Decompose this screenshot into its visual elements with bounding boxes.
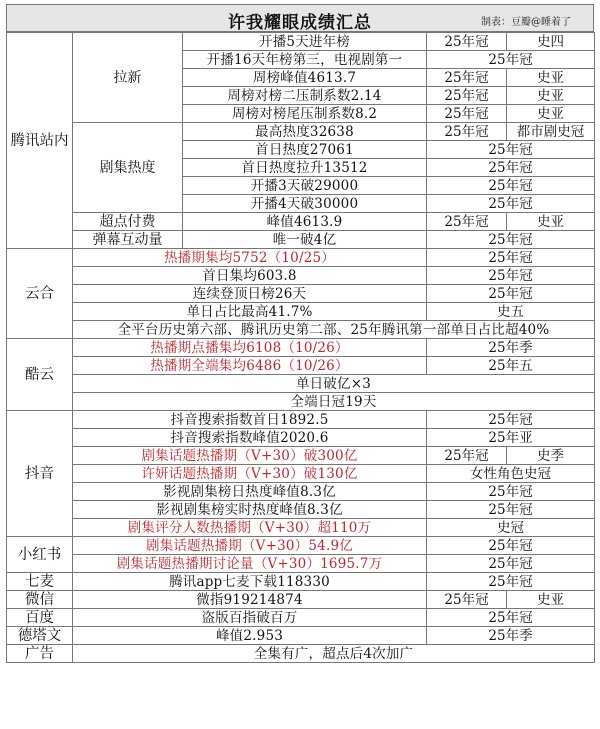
item-cell: 盗版百指破百万 <box>73 609 427 627</box>
section-label-xiaohongshu: 小红书 <box>7 537 73 573</box>
table-row <box>7 213 595 231</box>
item-cell: 微指919214874 <box>73 591 427 609</box>
item-cell: 唯一破4亿 <box>183 231 427 249</box>
item-cell: 开播5天进年榜 <box>183 33 427 51</box>
section-label-tencent: 腾讯站内 <box>7 33 73 249</box>
item-cell: 周榜对榜尾压制系数8.2 <box>183 105 427 123</box>
summary-sheet <box>6 4 594 663</box>
item-cell: 峰值2.953 <box>73 627 427 645</box>
result-cell: 25年冠 <box>427 447 507 465</box>
result-cell: 25年季 <box>427 339 595 357</box>
extra-cell: 史亚 <box>507 105 595 123</box>
item-cell: 首日热度27061 <box>183 141 427 159</box>
item-cell: 许妍话题热播期（V+30）破130亿 <box>73 465 427 483</box>
credit-note: 制表：豆瓣@睡着了 <box>481 17 571 28</box>
section-label-weixin: 微信 <box>7 591 73 609</box>
result-cell: 25年冠 <box>427 105 507 123</box>
result-cell: 25年冠 <box>427 231 595 249</box>
result-cell: 25年冠 <box>427 159 595 177</box>
item-cell: 开播3天破29000 <box>183 177 427 195</box>
item-cell: 开播16天年榜第三，电视剧第一 <box>183 51 427 69</box>
section-label-baidu: 百度 <box>7 609 73 627</box>
table-row <box>7 483 595 501</box>
extra-cell: 史季 <box>507 447 595 465</box>
table-row <box>7 123 595 141</box>
extra-cell: 史四 <box>507 33 595 51</box>
table-row <box>7 627 595 645</box>
result-cell: 25年冠 <box>427 267 595 285</box>
subsection-label-danmu: 弹幕互动量 <box>73 231 183 249</box>
table-row <box>7 33 595 51</box>
section-label-guanggao: 广告 <box>7 645 73 663</box>
table-row <box>7 609 595 627</box>
title-bar <box>6 4 594 32</box>
item-cell: 峰值4613.9 <box>183 213 427 231</box>
extra-cell: 史亚 <box>507 591 595 609</box>
item-cell: 剧集话题热播期（V+30）54.9亿 <box>73 537 427 555</box>
result-cell: 25年冠 <box>427 555 595 573</box>
result-cell: 史五 <box>427 303 595 321</box>
result-cell: 25年冠 <box>427 501 595 519</box>
results-table <box>6 32 595 663</box>
result-cell: 25年冠 <box>427 177 595 195</box>
table-row <box>7 555 595 573</box>
item-cell: 全平台历史第六部、腾讯历史第二部、25年腾讯第一部单日占比超40% <box>73 321 595 339</box>
table-row <box>7 591 595 609</box>
item-cell: 周榜对榜二压制系数2.14 <box>183 87 427 105</box>
item-cell: 首日集均603.8 <box>73 267 427 285</box>
result-cell: 女性角色史冠 <box>427 465 595 483</box>
subsection-label-juji-redu: 剧集热度 <box>73 123 183 213</box>
item-cell: 单日破亿×3 <box>73 375 595 393</box>
item-cell: 影视剧集榜日热度峰值8.3亿 <box>73 483 427 501</box>
section-label-detawen: 德塔文 <box>7 627 73 645</box>
item-cell: 开播4天破30000 <box>183 195 427 213</box>
result-cell: 25年冠 <box>427 69 507 87</box>
item-cell: 周榜峰值4613.7 <box>183 69 427 87</box>
result-cell: 25年冠 <box>427 51 595 69</box>
table-row <box>7 321 595 339</box>
table-row <box>7 267 595 285</box>
result-cell: 25年季 <box>427 627 595 645</box>
item-cell: 首日热度拉升13512 <box>183 159 427 177</box>
result-cell: 25年冠 <box>427 285 595 303</box>
section-label-qimai: 七麦 <box>7 573 73 591</box>
section-label-douyin: 抖音 <box>7 411 73 537</box>
item-cell: 剧集话题热播期（V+30）破300亿 <box>73 447 427 465</box>
table-row <box>7 375 595 393</box>
result-cell: 25年冠 <box>427 213 507 231</box>
item-cell: 全集有广，超点后4次加广 <box>73 645 595 663</box>
result-cell: 25年冠 <box>427 537 595 555</box>
result-cell: 25年冠 <box>427 573 595 591</box>
item-cell: 热播期全端集均6486（10/26） <box>73 357 427 375</box>
extra-cell: 史亚 <box>507 69 595 87</box>
extra-cell: 史亚 <box>507 87 595 105</box>
result-cell: 25年冠 <box>427 123 507 141</box>
result-cell: 25年冠 <box>427 483 595 501</box>
extra-cell: 史亚 <box>507 213 595 231</box>
extra-cell: 都市剧史冠 <box>507 123 595 141</box>
table-row <box>7 645 595 663</box>
result-cell: 25年冠 <box>427 249 595 267</box>
item-cell: 连续登顶日榜26天 <box>73 285 427 303</box>
item-cell: 全端日冠19天 <box>73 393 595 411</box>
table-row <box>7 231 595 249</box>
result-cell: 史冠 <box>427 519 595 537</box>
table-row <box>7 519 595 537</box>
subsection-label-chaodian: 超点付费 <box>73 213 183 231</box>
item-cell: 剧集话题热播期讨论量（V+30）1695.7万 <box>73 555 427 573</box>
section-label-kuyun: 酷云 <box>7 339 73 411</box>
item-cell: 最高热度32638 <box>183 123 427 141</box>
result-cell: 25年冠 <box>427 591 507 609</box>
section-label-yunhe: 云合 <box>7 249 73 339</box>
table-row <box>7 429 595 447</box>
result-cell: 25年冠 <box>427 411 595 429</box>
table-row <box>7 501 595 519</box>
table-row <box>7 537 595 555</box>
table-row <box>7 249 595 267</box>
result-cell: 25年冠 <box>427 87 507 105</box>
item-cell: 热播期点播集均6108（10/26） <box>73 339 427 357</box>
table-row <box>7 465 595 483</box>
result-cell: 25年冠 <box>427 195 595 213</box>
table-row <box>7 303 595 321</box>
table-row <box>7 285 595 303</box>
subsection-label-laxin: 拉新 <box>73 33 183 123</box>
result-cell: 25年冠 <box>427 33 507 51</box>
item-cell: 腾讯app七麦下载118330 <box>73 573 427 591</box>
item-cell: 剧集评分人数热播期（V+30）超110万 <box>73 519 427 537</box>
result-cell: 25年冠 <box>427 609 595 627</box>
result-cell: 25年五 <box>427 357 595 375</box>
item-cell: 抖音搜索指数峰值2020.6 <box>73 429 427 447</box>
item-cell: 热播期集均5752（10/25） <box>73 249 427 267</box>
table-row <box>7 357 595 375</box>
table-row <box>7 393 595 411</box>
table-row <box>7 447 595 465</box>
page-title: 许我耀眼成绩汇总 <box>228 13 372 33</box>
result-cell: 25年亚 <box>427 429 595 447</box>
item-cell: 单日占比最高41.7% <box>73 303 427 321</box>
table-row <box>7 411 595 429</box>
item-cell: 影视剧集榜实时热度峰值8.3亿 <box>73 501 427 519</box>
item-cell: 抖音搜索指数首日1892.5 <box>73 411 427 429</box>
table-row <box>7 339 595 357</box>
table-row <box>7 573 595 591</box>
result-cell: 25年冠 <box>427 141 595 159</box>
